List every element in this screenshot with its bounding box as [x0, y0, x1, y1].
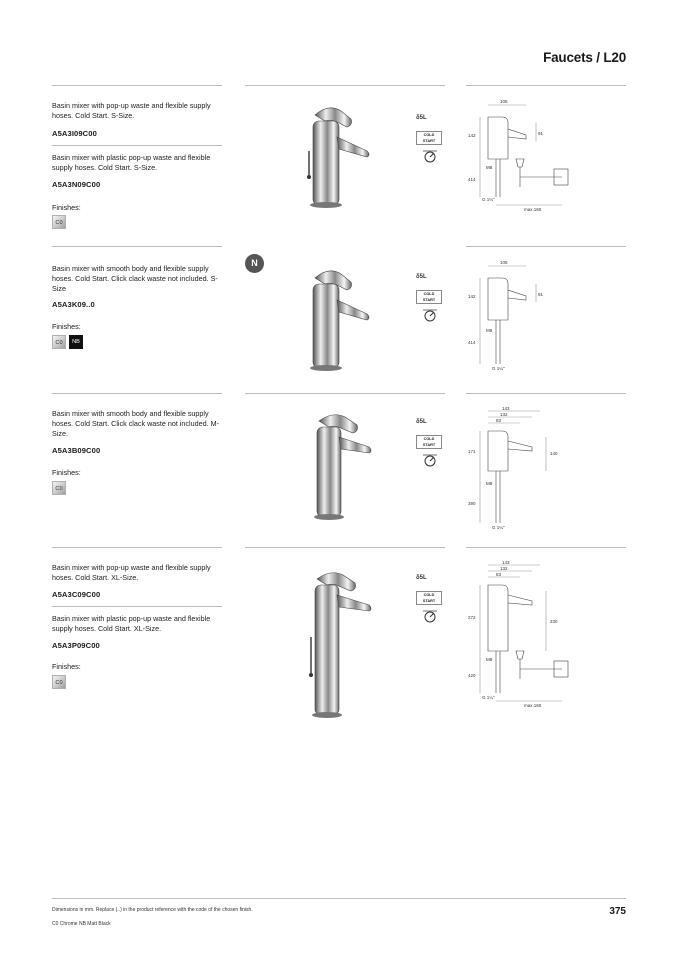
divider: [52, 145, 222, 146]
feature-icons: [416, 419, 446, 473]
dimension-label: G 1¼": [482, 695, 495, 700]
divider: [466, 547, 626, 548]
product-code: A5A3P09C00: [52, 641, 100, 650]
cold-start-badge: COLD START: [416, 435, 442, 449]
product-code: A5A3C09C00: [52, 590, 101, 599]
finish-legend: C0 Chrome NB Matt Black: [52, 921, 111, 927]
product-description: Basin mixer with pop-up waste and flexible supply hoses. Cold Start. S-Size.: [52, 101, 211, 120]
product-description: Basin mixer with plastic pop-up waste and flexible supply hoses. Cold Start. XL-Size.: [52, 614, 211, 633]
cold-start-badge: COLD START: [416, 131, 442, 145]
dimension-label: M8: [486, 657, 493, 662]
feature-icons: [416, 575, 446, 629]
product-code: A5A3K09..0: [52, 300, 95, 309]
product-description: Basin mixer with smooth body and flexible supply hoses. Cold Start. Click clack waste not included. S-Size: [52, 264, 218, 293]
faucet-image: [285, 99, 385, 211]
dimension-label: 140: [550, 451, 558, 456]
dimension-label: 132: [500, 566, 508, 571]
dimension-label: M8: [486, 165, 493, 170]
finish-swatch-matt-black: NB: [69, 335, 83, 349]
water-drop-icon: δ: [416, 575, 420, 581]
product-code: A5A3B09C00: [52, 446, 101, 455]
water-drop-icon: δ: [416, 419, 420, 425]
product-description: Basin mixer with pop-up waste and flexible supply hoses. Cold Start. XL-Size.: [52, 563, 211, 582]
feature-icons: [416, 274, 446, 328]
product-section-4: [52, 547, 626, 727]
dimension-label: 91: [538, 292, 544, 297]
dimension-label: 390: [468, 501, 476, 506]
divider: [52, 246, 222, 247]
technical-drawing: [466, 561, 626, 711]
finishes-label: Finishes:: [52, 662, 81, 671]
dimension-label: 230: [550, 619, 558, 624]
divider: [245, 393, 445, 394]
dimension-label: 142: [468, 294, 476, 299]
faucet-image: [285, 565, 385, 721]
footer-divider: [52, 898, 626, 899]
finishes-label: Finishes:: [52, 322, 81, 331]
dimension-label: 105: [500, 99, 508, 104]
finishes-label: Finishes:: [52, 468, 81, 477]
dimension-label: 132: [500, 412, 508, 417]
technical-drawing: [466, 260, 626, 372]
footnote: Dimensions in mm. Replace (..) in the product reference with the code of the chosen finish.: [52, 907, 253, 913]
dimension-label: 414: [468, 177, 476, 182]
faucet-image: [285, 407, 385, 523]
finish-swatch-chrome: C0: [52, 481, 66, 495]
dimension-label: 105: [500, 260, 508, 265]
technical-drawing: [466, 407, 626, 531]
dimension-label: 272: [468, 615, 476, 620]
product-code: A5A3N09C00: [52, 180, 101, 189]
product-code: A5A3I09C00: [52, 129, 97, 138]
dimension-label: 142: [468, 133, 476, 138]
page-number: 375: [609, 906, 626, 917]
dimension-label: M8: [486, 481, 493, 486]
divider: [245, 547, 445, 548]
dimension-label: 83: [496, 572, 502, 577]
finish-swatch-chrome: C0: [52, 675, 66, 689]
dimension-label: 91: [538, 131, 544, 136]
divider: [52, 606, 222, 607]
dimension-label: 83: [496, 418, 502, 423]
flow-rate-label: δ5L: [416, 115, 427, 121]
flow-rate-label: δ5L: [416, 274, 427, 280]
divider: [466, 246, 626, 247]
finish-swatches: [52, 335, 83, 349]
product-section-2: [52, 246, 626, 386]
product-description: Basin mixer with smooth body and flexible supply hoses. Cold Start. Click clack waste not included. M-Size.: [52, 409, 219, 438]
dimension-label: max.160: [524, 207, 542, 212]
dimension-label: G 1¼": [492, 525, 505, 530]
dimension-label: M8: [486, 328, 493, 333]
dimension-label: 143: [502, 561, 510, 565]
finishes-label: Finishes:: [52, 203, 81, 212]
water-drop-icon: δ: [416, 115, 420, 121]
dimension-label: max.160: [524, 703, 542, 708]
page-title: Faucets / L20: [543, 50, 626, 65]
cold-start-badge: COLD START: [416, 591, 442, 605]
divider: [52, 393, 222, 394]
flow-rate-label: δ5L: [416, 419, 427, 425]
divider: [52, 547, 222, 548]
water-drop-icon: δ: [416, 274, 420, 280]
dimension-label: 420: [468, 673, 476, 678]
feature-icons: [416, 115, 446, 169]
cold-start-icon: [421, 307, 439, 323]
product-section-1: [52, 85, 626, 240]
flow-rate-label: δ5L: [416, 575, 427, 581]
dimension-label: G 1¼": [482, 197, 495, 202]
cold-start-icon: [421, 452, 439, 468]
dimension-label: G 1¼": [492, 366, 505, 371]
product-description: Basin mixer with plastic pop-up waste and flexible supply hoses. Cold Start. S-Size.: [52, 153, 211, 172]
divider: [466, 393, 626, 394]
finish-swatch-chrome: C0: [52, 215, 66, 229]
finish-swatches: [52, 215, 66, 229]
dimension-label: 143: [502, 407, 510, 411]
finish-swatches: [52, 481, 66, 495]
cold-start-badge: COLD START: [416, 290, 442, 304]
technical-drawing: [466, 97, 626, 217]
product-section-3: [52, 393, 626, 543]
finish-swatch-chrome: C0: [52, 335, 66, 349]
faucet-image: [285, 262, 385, 374]
dimension-label: 171: [468, 449, 476, 454]
divider: [52, 85, 222, 86]
divider: [245, 85, 445, 86]
finish-swatches: [52, 675, 66, 689]
new-badge: N: [245, 254, 264, 273]
cold-start-icon: [421, 608, 439, 624]
cold-start-icon: [421, 148, 439, 164]
divider: [466, 85, 626, 86]
dimension-label: 414: [468, 340, 476, 345]
